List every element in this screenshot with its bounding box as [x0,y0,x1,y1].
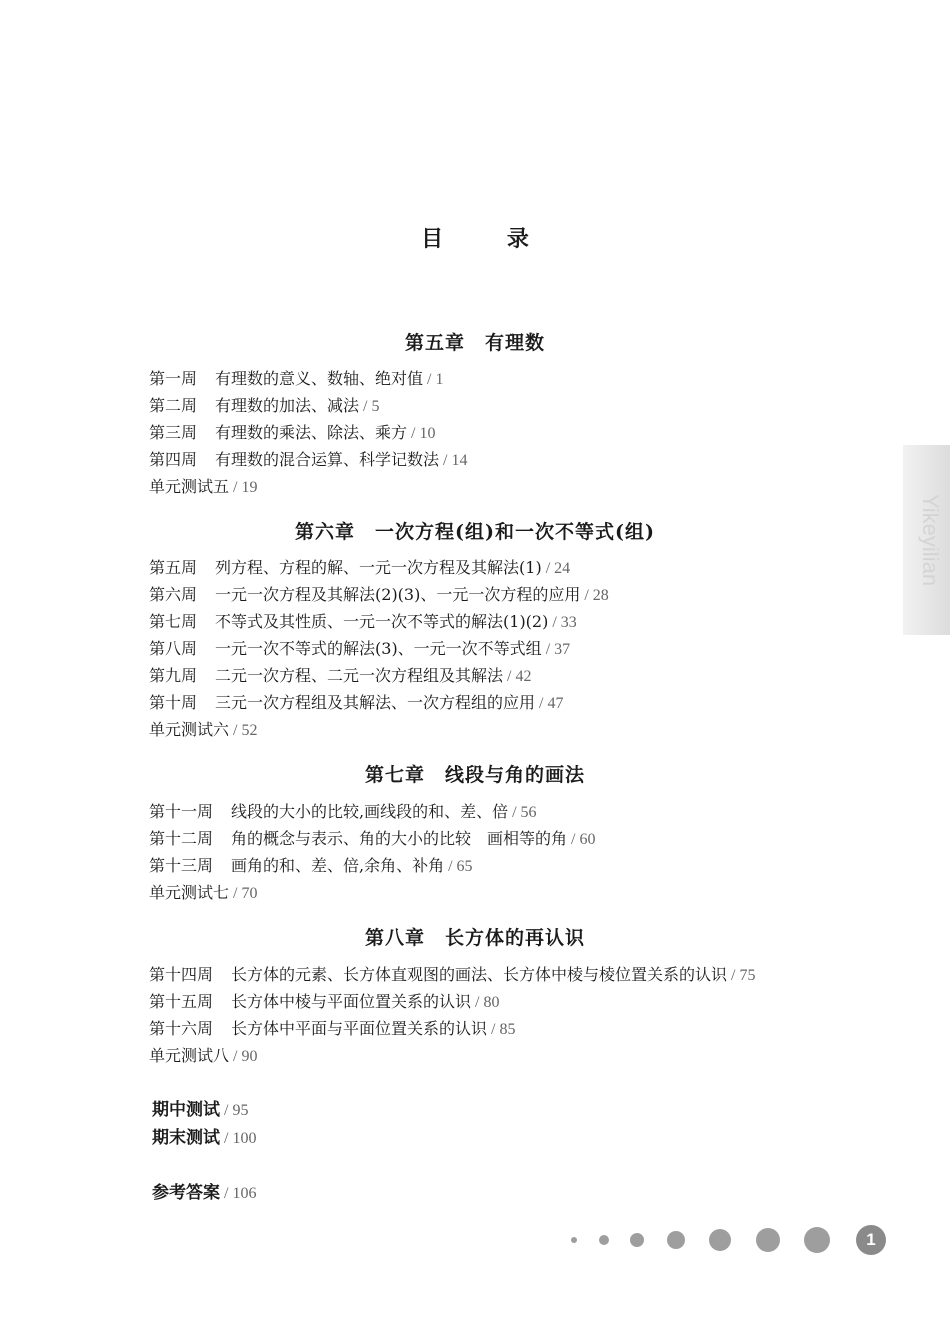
decorative-dot [571,1237,577,1243]
chapter-heading: 第六章 一次方程(组)和一次不等式(组) [295,521,655,543]
decorative-dot [756,1228,780,1252]
chapter-heading: 第八章 长方体的再认识 [364,927,585,949]
toc-entry[interactable]: 第十三周 画角的和、差、倍,余角、补角 / 65 [149,856,473,875]
toc-entry[interactable]: 第十五周 长方体中棱与平面位置关系的认识 / 80 [149,992,500,1011]
toc-entry[interactable]: 第十一周 线段的大小的比较,画线段的和、差、倍 / 56 [149,802,537,821]
decorative-dot [630,1233,644,1247]
toc-entry[interactable]: 第二周 有理数的加法、减法 / 5 [149,396,380,415]
chapter-heading: 第五章 有理数 [404,332,545,354]
toc-entry[interactable]: 第六周 一元一次方程及其解法(2)(3)、一元一次方程的应用 / 28 [149,585,609,604]
toc-title: 目 录 [421,226,557,252]
toc-entry[interactable]: 第三周 有理数的乘法、除法、乘方 / 10 [149,423,436,442]
decorative-dot [599,1235,609,1245]
decorative-dot [804,1227,830,1253]
chapter-heading: 第七章 线段与角的画法 [364,764,585,786]
toc-entry[interactable]: 第八周 一元一次不等式的解法(3)、一元一次不等式组 / 37 [149,639,571,658]
toc-entry-final[interactable]: 期末测试 / 100 [152,1128,257,1148]
toc-entry[interactable]: 第一周 有理数的意义、数轴、绝对值 / 1 [149,369,444,388]
toc-entry[interactable]: 第十周 三元一次方程组及其解法、一次方程组的应用 / 47 [149,693,564,712]
toc-entry[interactable]: 第四周 有理数的混合运算、科学记数法 / 14 [149,450,468,469]
toc-entry[interactable]: 第五周 列方程、方程的解、一元一次方程及其解法(1) / 24 [149,558,571,577]
toc-entry[interactable]: 第七周 不等式及其性质、一元一次不等式的解法(1)(2) / 33 [149,612,577,631]
toc-entry-unit-test[interactable]: 单元测试五 / 19 [149,477,258,496]
decorative-dot [709,1229,731,1251]
toc-entry[interactable]: 第十四周 长方体的元素、长方体直观图的画法、长方体中棱与棱位置关系的认识 / 75 [149,965,756,984]
toc-entry-unit-test[interactable]: 单元测试七 / 70 [149,883,258,902]
toc-entry-answers[interactable]: 参考答案 / 106 [152,1183,257,1203]
toc-entry[interactable]: 第十二周 角的概念与表示、角的大小的比较 画相等的角 / 60 [149,829,596,848]
side-tab-text: Yikeyilian [918,493,943,587]
toc-entry-unit-test[interactable]: 单元测试八 / 90 [149,1046,258,1065]
toc-entry-midterm[interactable]: 期中测试 / 95 [152,1100,249,1120]
decorative-dot [667,1231,685,1249]
toc-entry[interactable]: 第十六周 长方体中平面与平面位置关系的认识 / 85 [149,1019,516,1038]
toc-entry[interactable]: 第九周 二元一次方程、二元一次方程组及其解法 / 42 [149,666,532,685]
page-number: 1 [856,1225,886,1255]
toc-entry-unit-test[interactable]: 单元测试六 / 52 [149,720,258,739]
